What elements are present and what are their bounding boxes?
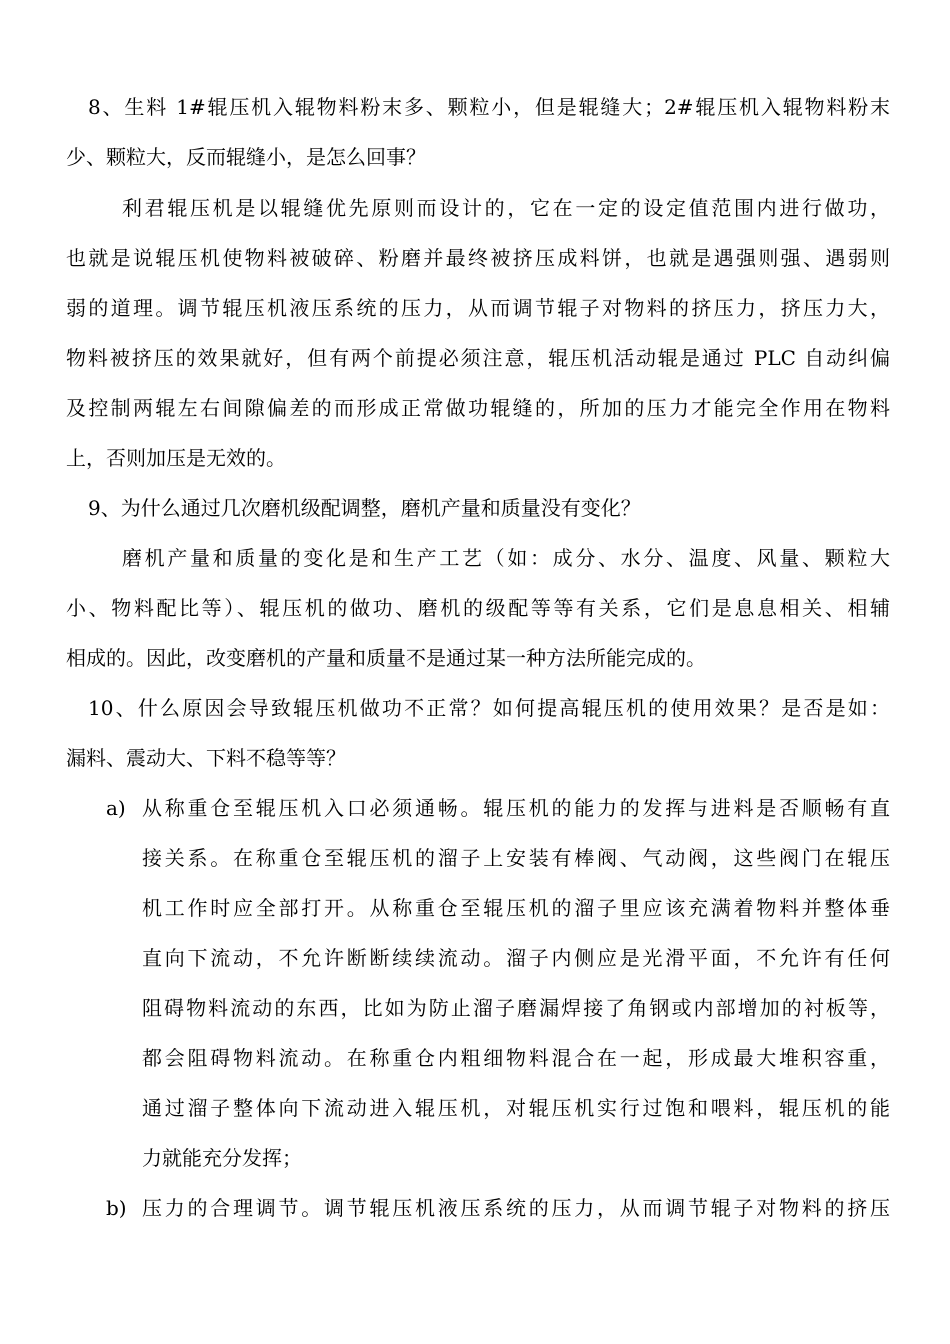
q8-answer-line: 弱的道理。调节辊压机液压系统的压力，从而调节辊子对物料的挤压力，挤压力大， xyxy=(66,296,890,320)
item-a-line: 机工作时应全部打开。从称重仓至辊压机的溜子里应该充满着物料并整体垂 xyxy=(142,896,890,920)
q8-answer-line: 及控制两辊左右间隙偏差的而形成正常做功辊缝的，所加的压力才能完全作用在物料 xyxy=(66,396,890,420)
q10-question-line-1: 10、什么原因会导致辊压机做功不正常？如何提高辊压机的使用效果？是否是如： xyxy=(88,696,890,720)
q10-question-line-2: 漏料、震动大、下料不稳等等？ xyxy=(66,746,346,770)
item-a-line: 都会阻碍物料流动。在称重仓内粗细物料混合在一起，形成最大堆积容重， xyxy=(142,1046,890,1070)
q9-question: 9、为什么通过几次磨机级配调整，磨机产量和质量没有变化？ xyxy=(88,496,641,520)
q8-answer-line: 上，否则加压是无效的。 xyxy=(66,446,286,470)
item-b-line: 压力的合理调节。调节辊压机液压系统的压力，从而调节辊子对物料的挤压 xyxy=(142,1196,890,1220)
q9-answer-line: 相成的。因此，改变磨机的产量和质量不是通过某一种方法所能完成的。 xyxy=(66,646,706,670)
q8-answer-line: 也就是说辊压机使物料被破碎、粉磨并最终被挤压成料饼，也就是遇强则强、遇弱则 xyxy=(66,246,890,270)
q8-answer-line: 利君辊压机是以辊缝优先原则而设计的，它在一定的设定值范围内进行做功， xyxy=(122,196,890,220)
list-label-a: a) xyxy=(106,796,126,820)
item-a-line: 阻碍物料流动的东西，比如为防止溜子磨漏焊接了角钢或内部增加的衬板等， xyxy=(142,996,890,1020)
item-a-line: 接关系。在称重仓至辊压机的溜子上安装有棒阀、气动阀，这些阀门在辊压 xyxy=(142,846,890,870)
item-a-line: 力就能充分发挥； xyxy=(142,1146,302,1170)
q8-question-line-1: 8、生料 1#辊压机入辊物料粉末多、颗粒小，但是辊缝大；2#辊压机入辊物料粉末 xyxy=(88,95,890,119)
item-a-line: 直向下流动，不允许断断续续流动。溜子内侧应是光滑平面，不允许有任何 xyxy=(142,946,890,970)
q8-question-line-2: 少、颗粒大，反而辊缝小，是怎么回事？ xyxy=(66,145,426,169)
q9-answer-line: 磨机产量和质量的变化是和生产工艺（如：成分、水分、温度、风量、颗粒大 xyxy=(122,546,890,570)
item-a-line: 通过溜子整体向下流动进入辊压机，对辊压机实行过饱和喂料，辊压机的能 xyxy=(142,1096,890,1120)
q8-answer-line: 物料被挤压的效果就好，但有两个前提必须注意，辊压机活动辊是通过 PLC 自动纠偏 xyxy=(66,346,890,370)
item-a-line: 从称重仓至辊压机入口必须通畅。辊压机的能力的发挥与进料是否顺畅有直 xyxy=(142,796,890,820)
q9-answer-line: 小、物料配比等）、辊压机的做功、磨机的级配等等有关系，它们是息息相关、相辅 xyxy=(66,596,890,620)
list-label-b: b) xyxy=(106,1196,127,1220)
